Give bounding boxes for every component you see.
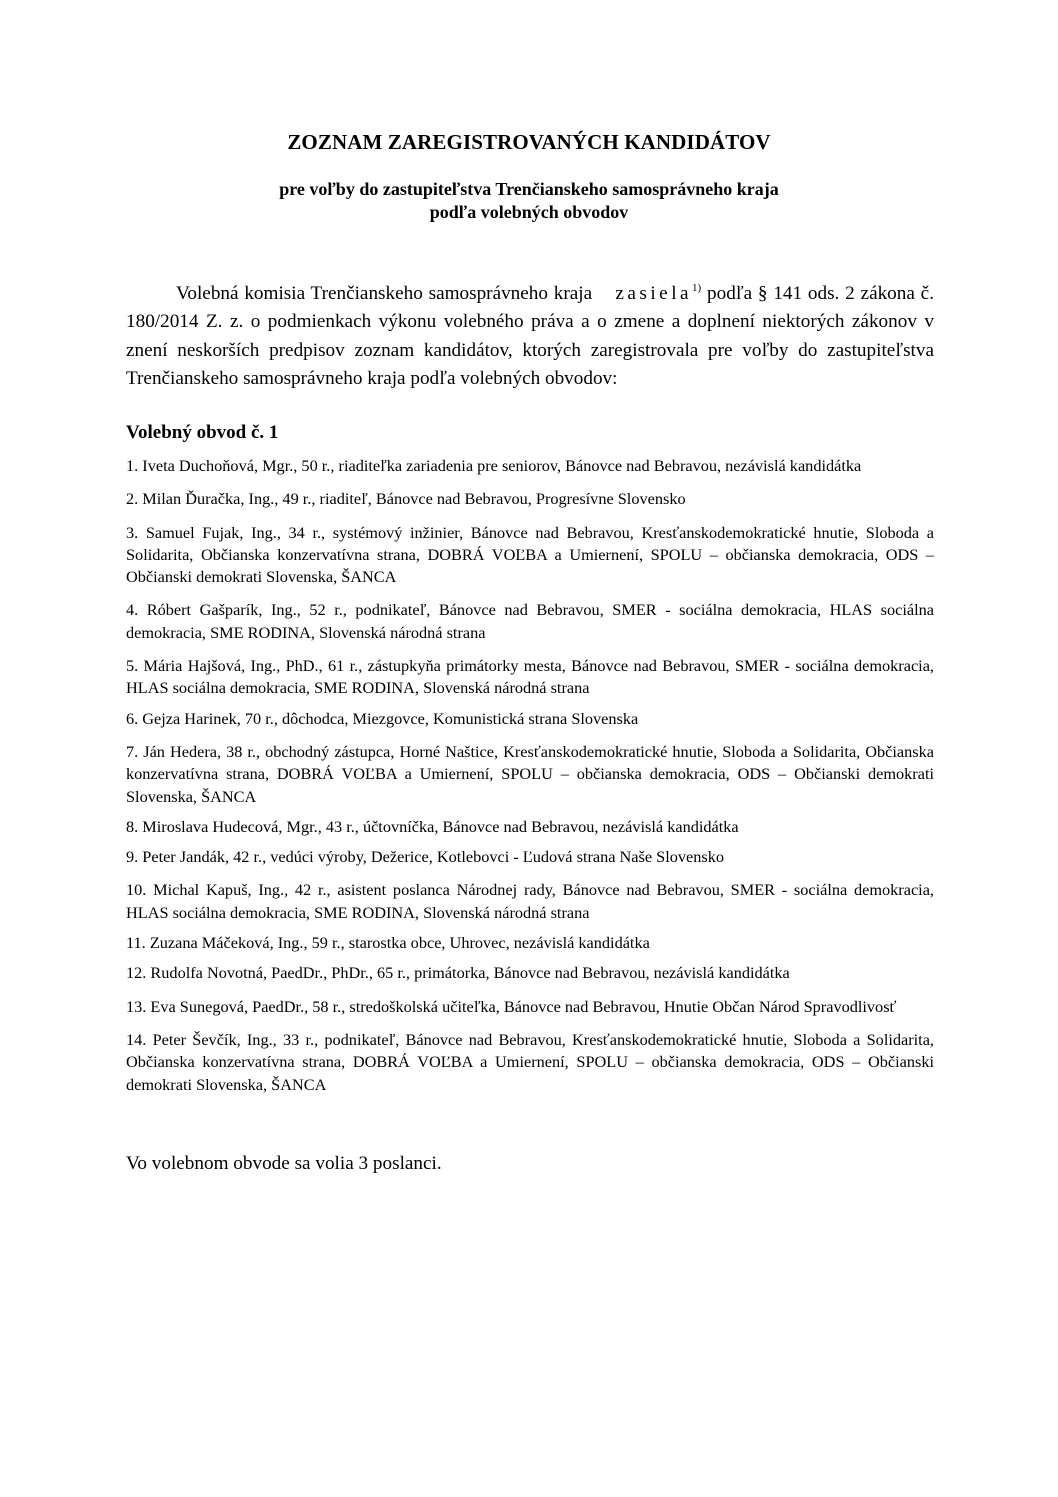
footnote-marker: 1)	[692, 282, 702, 294]
candidate-item: 10. Michal Kapuš, Ing., 42 r., asistent poslanca Národnej rady, Bánovce nad Bebravou, SMER - sociálna demokracia, HLAS sociálna demokracia, SME RODINA, Slovenská národná strana	[126, 880, 934, 922]
document-subtitle-line2: podľa volebných obvodov	[429, 202, 629, 222]
document-subtitle-line1: pre voľby do zastupiteľstva Trenčianskeho samosprávneho kraja	[279, 179, 779, 199]
candidate-item: 14. Peter Ševčík, Ing., 33 r., podnikateľ, Bánovce nad Bebravou, Kresťanskodemokratické hnutie, Sloboda a Solidarita, Občianska konzervatívna strana, DOBRÁ VOĽBA a Umiernení, SPOLU – občianska demokracia, ODS – Občianski demokrati Slovenska, ŠANCA	[126, 1029, 934, 1094]
candidate-list	[126, 455, 934, 1096]
candidate-item: 8. Miroslava Hudecová, Mgr., 43 r., účtovníčka, Bánovce nad Bebravou, nezávislá kandidátka	[126, 816, 739, 836]
candidate-item: 4. Róbert Gašparík, Ing., 52 r., podnikateľ, Bánovce nad Bebravou, SMER - sociálna demokracia, HLAS sociálna demokracia, SME RODINA, Slovenská národná strana	[126, 600, 934, 642]
closing-statement: Vo volebnom obvode sa volia 3 poslanci.	[126, 1153, 442, 1174]
intro-text-start: Volebná komisia Trenčianskeho samosprávneho kraja	[176, 283, 593, 304]
candidate-item: 9. Peter Jandák, 42 r., vedúci výroby, Dežerice, Kotlebovci - Ľudová strana Naše Slovensko	[126, 847, 725, 867]
candidate-item: 1. Iveta Duchoňová, Mgr., 50 r., riaditeľka zariadenia pre seniorov, Bánovce nad Bebravou, nezávislá kandidátka	[126, 456, 862, 475]
candidate-item: 11. Zuzana Máčeková, Ing., 59 r., starostka obce, Uhrovec, nezávislá kandidátka	[126, 933, 650, 953]
candidate-item: 2. Milan Ďuračka, Ing., 49 r., riaditeľ, Bánovce nad Bebravou, Progresívne Slovensko	[126, 489, 686, 509]
candidate-item: 12. Rudolfa Novotná, PaedDr., PhDr., 65 r., primátorka, Bánovce nad Bebravou, nezávislá kandidátka	[126, 963, 790, 983]
district-heading: Volebný obvod č. 1	[126, 422, 279, 443]
intro-paragraph	[126, 280, 934, 393]
candidate-item: 3. Samuel Fujak, Ing., 34 r., systémový inžinier, Bánovce nad Bebravou, Kresťanskodemokratické hnutie, Sloboda a Solidarita, Občianska konzervatívna strana, DOBRÁ VOĽBA a Umiernení, SPOLU – občianska demokracia, ODS – Občianski demokrati Slovenska, ŠANCA	[126, 522, 934, 587]
candidate-item: 5. Mária Hajšová, Ing., PhD., 61 r., zástupkyňa primátorky mesta, Bánovce nad Bebravou, SMER - sociálna demokracia, HLAS sociálna demokracia, SME RODINA, Slovenská národná strana	[126, 656, 934, 698]
candidate-item: 6. Gejza Harinek, 70 r., dôchodca, Miezgovce, Komunistická strana Slovenska	[126, 708, 639, 728]
candidate-item: 13. Eva Sunegová, PaedDr., 58 r., stredoškolská učiteľka, Bánovce nad Bebravou, Hnutie Občan Národ Spravodlivosť	[126, 996, 897, 1016]
candidate-item: 7. Ján Hedera, 38 r., obchodný zástupca, Horné Naštice, Kresťanskodemokratické hnutie, Sloboda a Solidarita, Občianska konzervatívna strana, DOBRÁ VOĽBA a Umiernení, SPOLU – občianska demokracia, ODS – Občianski demokrati Slovenska, ŠANCA	[126, 741, 934, 806]
document-title: ZOZNAM ZAREGISTROVANÝCH KANDIDÁTOV	[287, 130, 771, 154]
intro-text-rest: podľa § 141 ods. 2 zákona č. 180/2014 Z. z. o podmienkach výkonu volebného práva a o zmene a doplnení niektorých zákonov v znení neskorších predpisov zoznam kandidátov, ktorých zaregistrovala pre voľby do zastupiteľstva Trenčianskeho samosprávneho kraja podľa volebných obvodov:	[126, 283, 934, 389]
intro-emphasized-verb: zasiela	[615, 283, 693, 304]
